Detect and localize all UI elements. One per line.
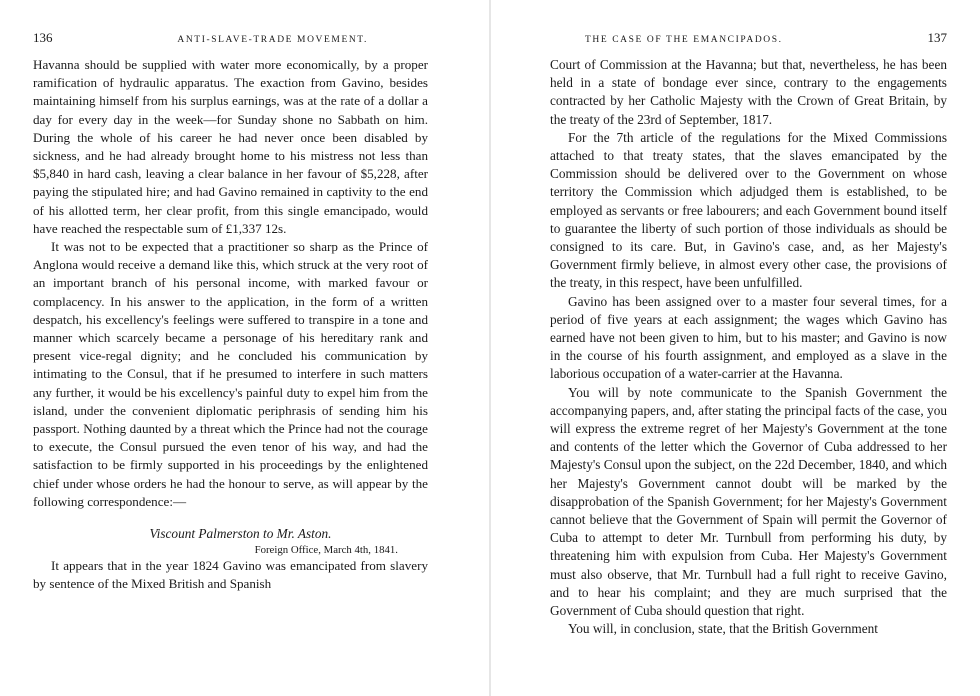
running-head	[550, 30, 947, 48]
paragraph: It appears that in the year 1824 Gavino was emancipated from slavery by sentence of the Mixed British and Spanish	[33, 558, 428, 592]
paragraph: For the 7th article of the regulations for the Mixed Commissions attached to that treaty states, that the slaves emancipated by the Commission should be delivered over to the Government on whose territory the Commission which adjudged them is established, to be employed as servants or free labourers; and each Government bound itself to guarantee the liberty of such portion of those individuals as should be consigned to its care. But, in Gavino's case, and, as her Majesty's Government firmly believe, in almost every other case, the provisions of the treaty, in this respect, have been unfulfilled.	[550, 129, 947, 291]
running-head-title: ANTI-SLAVE-TRADE MOVEMENT.	[177, 35, 368, 45]
right-page	[490, 0, 980, 696]
paragraph: Havanna should be supplied with water more economically, by a proper ramification of hydraulic apparatus. The exaction from Gavino, besides maintaining himself from his surplus earnings, was at the rate of a dollar a day for every day in the week—for Sunday shone no Sabbath on him. During the whole of his career he had never once been disabled by sickness, and he had already brought home to his mistress not less than $5,840 in hard cash, leaving a clear balance in her favour of $5,228, after paying the stipulated hire; and had Gavino remained in captivity to the end of his allotted term, her clear profit, from this single emancipado, would have reached the respectable sum of £1,337 12s.	[33, 57, 428, 236]
letter-date: Foreign Office, March 4th, 1841.	[254, 544, 398, 557]
letter-heading: Viscount Palmerston to Mr. Aston.	[149, 526, 332, 542]
running-head-title: THE CASE OF THE EMANCIPADOS.	[585, 35, 783, 45]
page-number: 137	[927, 30, 947, 45]
paragraph: You will by note communicate to the Spanish Government the accompanying papers, and, after stating the principal facts of the case, you will express the extreme regret of her Majesty's Government at the tone and contents of the letter which the Governor of Cuba addressed to her Majesty's Consul upon the subject, on the 22d December, 1840, and which her Majesty's Government cannot doubt will be marked by the disapprobation of the Spanish Government; for her Majesty's Government cannot believe that the Government of Spain will permit the Governor of Cuba to attempt to deter Mr. Turnbull from performing his duty, by threatening him with expulsion from Cuba. Her Majesty's Government must also observe, that Mr. Turnbull had a full right to receive Gavino, and to hear his complaint; and they are much surprised that the Government of Cuba should question that right.	[550, 384, 948, 619]
running-head	[33, 30, 428, 48]
paragraph: You will, in conclusion, state, that the British Government	[568, 621, 878, 637]
page-body	[33, 56, 428, 593]
paragraph: Gavino has been assigned over to a master four several times, for a period of five years at each assignment; the wages which Gavino has earned have not been given to him, but to his master; and Gavino is now in the course of his fourth assignment, and employed as a slave in the laborious occupation of a water-carrier at the Havanna.	[550, 293, 947, 382]
page-number: 136	[33, 30, 53, 45]
paragraph: It was not to be expected that a practitioner so sharp as the Prince of Anglona would receive a demand like this, which struck at the very root of an important branch of his personal income, with marked favour or complacency. In his answer to the application, in the form of a written despatch, his excellency's feelings were suffered to transpire in a tone and manner which scarcely became a personage of his hereditary rank and present vice-regal dignity; and he concluded his communication by intimating to the Consul, that if he presumed to interfere in such matters any further, it would be his excellency's painful duty to expel him from the island, under the convenient diplomatic periphrasis of sending him his passport. Nothing daunted by a threat which the Prince had not the courage to execute, the Consul pursued the even tenor of his way, and had the satisfaction to be firmly supported in his proceedings by the enlightened chief under whose orders he had the honour to serve, as will appear by the following correspondence:—	[33, 239, 428, 509]
paragraph: Court of Commission at the Havanna; but that, nevertheless, he has been held in a state of bondage ever since, contrary to the engagements contracted by her Catholic Majesty with the Crown of Great Britain, by the treaty of the 23rd of September, 1817.	[550, 57, 947, 127]
page-body	[550, 56, 947, 639]
